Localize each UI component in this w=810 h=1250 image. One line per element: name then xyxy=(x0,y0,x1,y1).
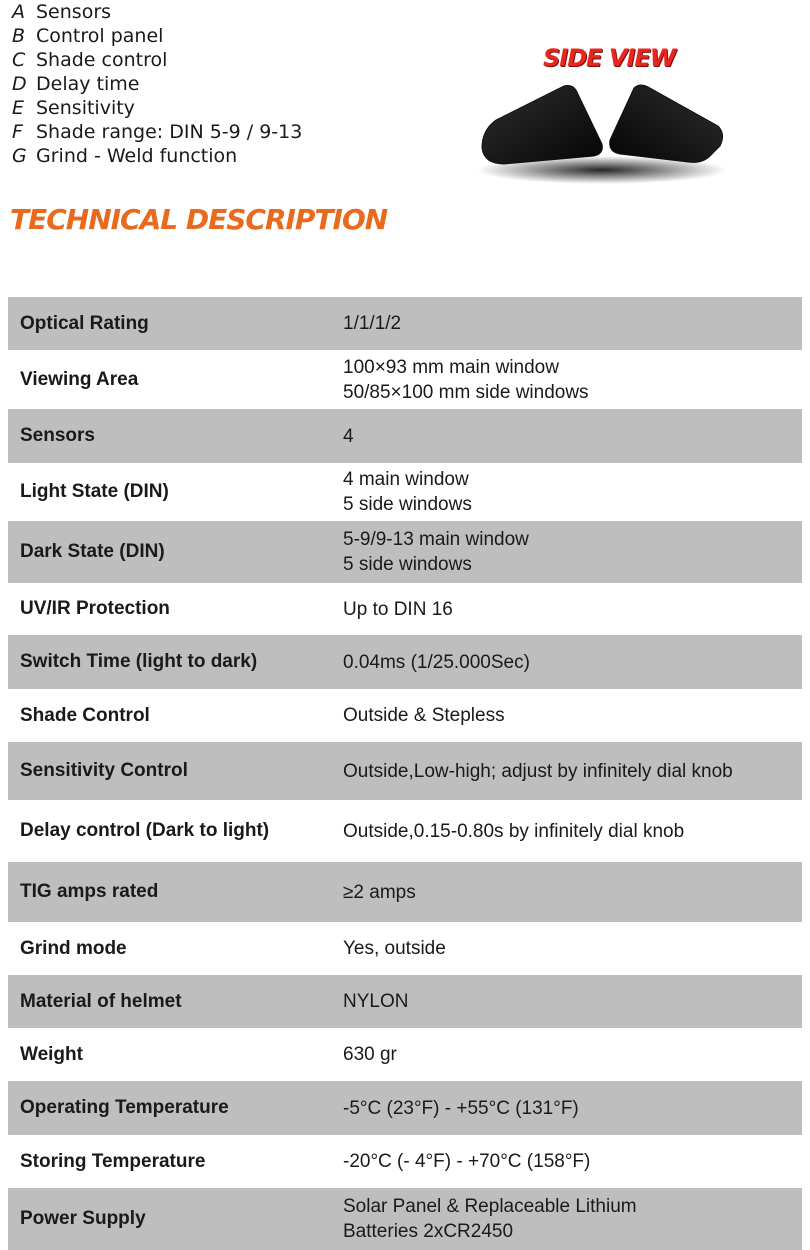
spec-row xyxy=(8,521,802,583)
spec-row xyxy=(8,975,802,1028)
spec-value xyxy=(343,1096,802,1121)
spec-row xyxy=(8,635,802,689)
spec-value-line: 5 side windows xyxy=(343,494,472,515)
legend-key: C xyxy=(12,49,26,71)
spec-label: Operating Temperature xyxy=(20,1097,229,1118)
section-title: TECHNICAL DESCRIPTION xyxy=(10,203,388,236)
spec-value xyxy=(343,311,802,336)
spec-row xyxy=(8,862,802,922)
spec-value xyxy=(343,355,802,405)
spec-label: Delay control (Dark to light) xyxy=(20,820,270,841)
legend-text: Control panel xyxy=(36,25,164,47)
legend-key: G xyxy=(12,145,27,167)
spec-value-line: -20°C (- 4°F) - +70°C (158°F) xyxy=(343,1151,591,1172)
legend-text: Grind - Weld function xyxy=(36,145,238,167)
spec-row xyxy=(8,350,802,409)
legend-item xyxy=(12,120,302,144)
legend-text: Sensors xyxy=(36,1,112,23)
spec-value-line: 4 xyxy=(343,425,354,447)
spec-value xyxy=(343,819,802,844)
legend-key: E xyxy=(12,97,25,119)
spec-value-line: -5°C (23°F) - +55°C (131°F) xyxy=(343,1097,579,1119)
spec-label: Light State (DIN) xyxy=(20,481,169,502)
legend-key: F xyxy=(12,121,23,143)
spec-value-line: Outside & Stepless xyxy=(343,705,505,726)
spec-value-line: Up to DIN 16 xyxy=(343,598,453,620)
spec-row xyxy=(8,922,802,975)
legend-item xyxy=(12,0,302,24)
spec-row xyxy=(8,463,802,521)
spec-label: Material of helmet xyxy=(20,990,182,1012)
spec-row xyxy=(8,689,802,742)
spec-label: Optical Rating xyxy=(20,312,149,334)
spec-value-line: 630 gr xyxy=(343,1044,397,1065)
spec-value-line: 4 main window xyxy=(343,469,469,490)
spec-label: Grind mode xyxy=(20,937,127,959)
spec-value xyxy=(343,880,802,905)
spec-label: Power Supply xyxy=(20,1208,146,1229)
spec-row xyxy=(8,583,802,635)
spec-value-line: 5-9/9-13 main window xyxy=(343,529,529,550)
right-side-lens xyxy=(610,85,723,162)
legend-text: Sensitivity xyxy=(36,97,135,119)
spec-value xyxy=(343,1149,802,1174)
legend-item xyxy=(12,24,302,48)
spec-value xyxy=(343,1042,802,1067)
legend-item xyxy=(12,72,302,96)
spec-value-line: Outside,Low-high; adjust by infinitely dial knob xyxy=(343,760,733,782)
spec-value-line: ≥2 amps xyxy=(343,881,416,903)
legend-item xyxy=(12,144,302,168)
spec-value xyxy=(343,759,802,784)
legend-key: D xyxy=(12,73,27,95)
side-view-title: SIDE VIEW xyxy=(543,44,676,72)
spec-value xyxy=(343,527,802,577)
spec-value-line: 1/1/1/2 xyxy=(343,313,402,334)
legend-item xyxy=(12,48,302,72)
spec-label: UV/IR Protection xyxy=(20,598,170,619)
spec-value-line: 0.04ms (1/25.000Sec) xyxy=(343,651,530,673)
spec-row xyxy=(8,1081,802,1135)
spec-value-line: Outside,0.15-0.80s by infinitely dial knob xyxy=(343,820,685,842)
spec-label: Viewing Area xyxy=(20,368,139,390)
spec-value-line: Batteries 2xCR2450 xyxy=(343,1221,514,1242)
legend xyxy=(12,0,302,168)
spec-label: Shade Control xyxy=(20,704,150,726)
spec-value xyxy=(343,989,802,1014)
spec-value xyxy=(343,936,802,961)
spec-row xyxy=(8,742,802,800)
spec-value xyxy=(343,597,802,622)
legend-text: Shade range: DIN 5-9 / 9-13 xyxy=(36,121,303,143)
spec-row xyxy=(8,800,802,862)
spec-row xyxy=(8,297,802,350)
spec-value-line: 50/85×100 mm side windows xyxy=(343,381,589,403)
side-view-lens-illustration xyxy=(474,82,734,192)
spec-label: Dark State (DIN) xyxy=(20,541,165,562)
spec-label: Weight xyxy=(20,1043,83,1065)
spec-table xyxy=(8,297,802,1250)
spec-label: Switch Time (light to dark) xyxy=(20,651,258,672)
spec-value xyxy=(343,650,802,675)
legend-text: Shade control xyxy=(36,49,168,71)
spec-value-line: Yes, outside xyxy=(343,938,446,959)
spec-row xyxy=(8,409,802,463)
spec-value xyxy=(343,424,802,449)
spec-label: TIG amps rated xyxy=(20,881,159,902)
spec-value xyxy=(343,1194,802,1244)
spec-value xyxy=(343,467,802,517)
legend-text: Delay time xyxy=(36,73,140,95)
spec-value-line: 100×93 mm main window xyxy=(343,356,559,378)
spec-row xyxy=(8,1028,802,1081)
spec-value-line: Solar Panel & Replaceable Lithium xyxy=(343,1196,637,1217)
legend-key: B xyxy=(12,25,26,47)
spec-label: Sensitivity Control xyxy=(20,760,188,781)
left-side-lens xyxy=(482,86,602,165)
spec-label: Sensors xyxy=(20,425,95,446)
spec-row xyxy=(8,1135,802,1188)
legend-item xyxy=(12,96,302,120)
legend-key: A xyxy=(12,1,25,23)
spec-value-line: 5 side windows xyxy=(343,554,472,575)
spec-label: Storing Temperature xyxy=(20,1150,206,1172)
spec-row xyxy=(8,1188,802,1250)
spec-value-line: NYLON xyxy=(343,991,409,1012)
spec-value xyxy=(343,703,802,728)
